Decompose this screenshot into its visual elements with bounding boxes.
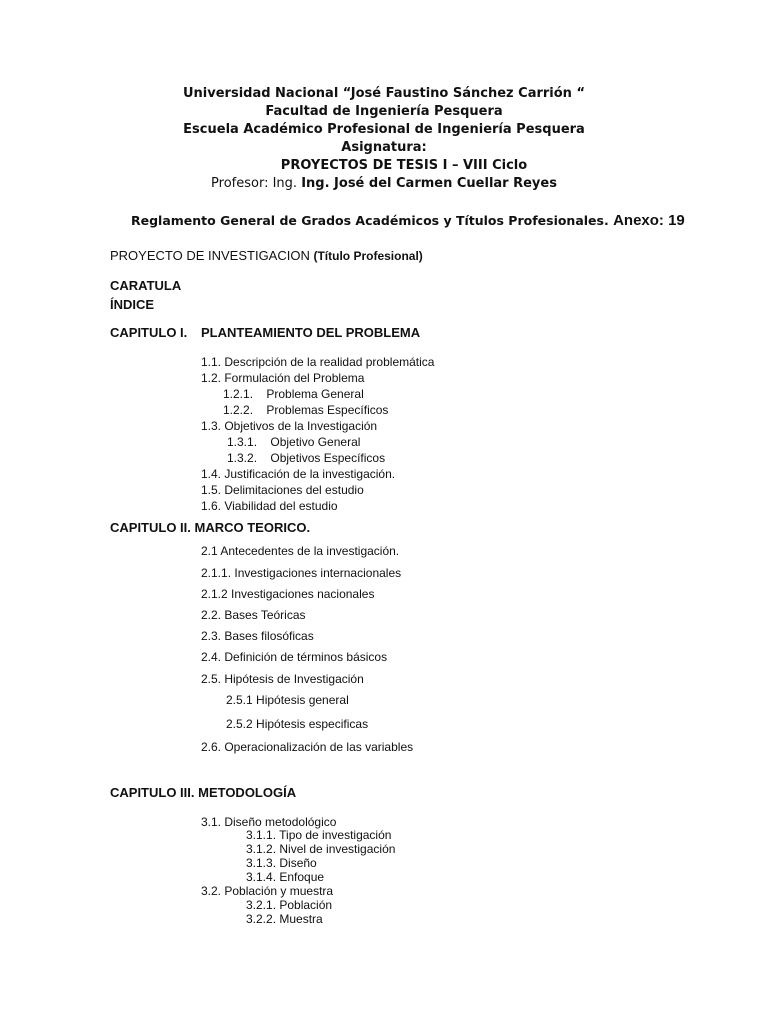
toc-item: 2.1.1. Investigaciones internacionales: [201, 566, 402, 580]
toc-item: 1.2. Formulación del Problema: [201, 371, 365, 385]
toc-item: 3.1.2. Nivel de investigación: [246, 842, 396, 856]
toc-item: 3.2.1. Población: [246, 898, 333, 912]
chapter1-title: PLANTEAMIENTO DEL PROBLEMA: [201, 325, 421, 340]
project-title: [110, 248, 423, 263]
toc-item: 1.4. Justificación de la investigación.: [201, 467, 396, 481]
index-heading: ÍNDICE: [110, 297, 155, 312]
school-name: Escuela Académico Profesional de Ingeniería Pesquera: [183, 122, 585, 137]
toc-item: 3.2.2. Muestra: [246, 912, 323, 926]
chapter1-label: CAPITULO I.: [110, 325, 188, 340]
toc-item: 3.1.1. Tipo de investigación: [246, 828, 392, 842]
faculty-name: Facultad de Ingeniería Pesquera: [265, 104, 503, 119]
toc-item: 2.4. Definición de términos básicos: [201, 650, 388, 664]
toc-item: 3.1. Diseño metodológico: [201, 815, 337, 829]
toc-item: 3.2. Población y muestra: [201, 884, 334, 898]
professor-prefix: Profesor: Ing.: [211, 176, 302, 191]
toc-item: 2.2. Bases Teóricas: [201, 608, 306, 622]
project-title-main: PROYECTO DE INVESTIGACION: [110, 248, 314, 263]
toc-item: 1.3.1. Objetivo General: [227, 435, 361, 449]
chapter3-title: CAPITULO III. METODOLOGÍA: [110, 785, 297, 800]
toc-item: 2.1 Antecedentes de la investigación.: [201, 544, 400, 558]
professor-name: Ing. José del Carmen Cuellar Reyes: [301, 176, 557, 191]
toc-item: 3.1.3. Diseño: [246, 856, 317, 870]
toc-item: 1.5. Delimitaciones del estudio: [201, 483, 364, 497]
toc-item: 1.3.2. Objetivos Específicos: [227, 451, 386, 465]
regulation-line: [131, 212, 685, 229]
university-name: Universidad Nacional “José Faustino Sánchez Carrión “: [182, 86, 585, 101]
toc-item: 2.5.2 Hipótesis especificas: [226, 717, 369, 731]
toc-item: 2.5. Hipótesis de Investigación: [201, 672, 364, 686]
toc-item: 1.1. Descripción de la realidad problemática: [201, 355, 435, 369]
toc-item: 1.3. Objetivos de la Investigación: [201, 419, 378, 433]
annex-label: Anexo: 19: [613, 212, 685, 229]
toc-item: 3.1.4. Enfoque: [246, 870, 325, 884]
toc-item: 1.6. Viabilidad del estudio: [201, 499, 338, 513]
regulation-text: Reglamento General de Grados Académicos y Títulos Profesionales.: [131, 213, 614, 228]
project-title-paren: (Título Profesional): [313, 249, 423, 263]
toc-item: 2.6. Operacionalización de las variables: [201, 740, 414, 754]
course-title: PROYECTOS DE TESIS I – VIII Ciclo: [280, 158, 528, 173]
toc-item: 2.5.1 Hipótesis general: [226, 693, 349, 707]
professor-line: [0, 176, 768, 191]
toc-item: 1.2.2. Problemas Específicos: [223, 403, 389, 417]
toc-item: 2.1.2 Investigaciones nacionales: [201, 587, 375, 601]
cover-heading: CARATULA: [110, 278, 182, 293]
toc-item: 1.2.1. Problema General: [223, 387, 364, 401]
toc-item: 2.3. Bases filosóficas: [201, 629, 314, 643]
chapter2-title: CAPITULO II. MARCO TEORICO.: [110, 520, 311, 535]
subject-label: Asignatura:: [341, 140, 427, 155]
